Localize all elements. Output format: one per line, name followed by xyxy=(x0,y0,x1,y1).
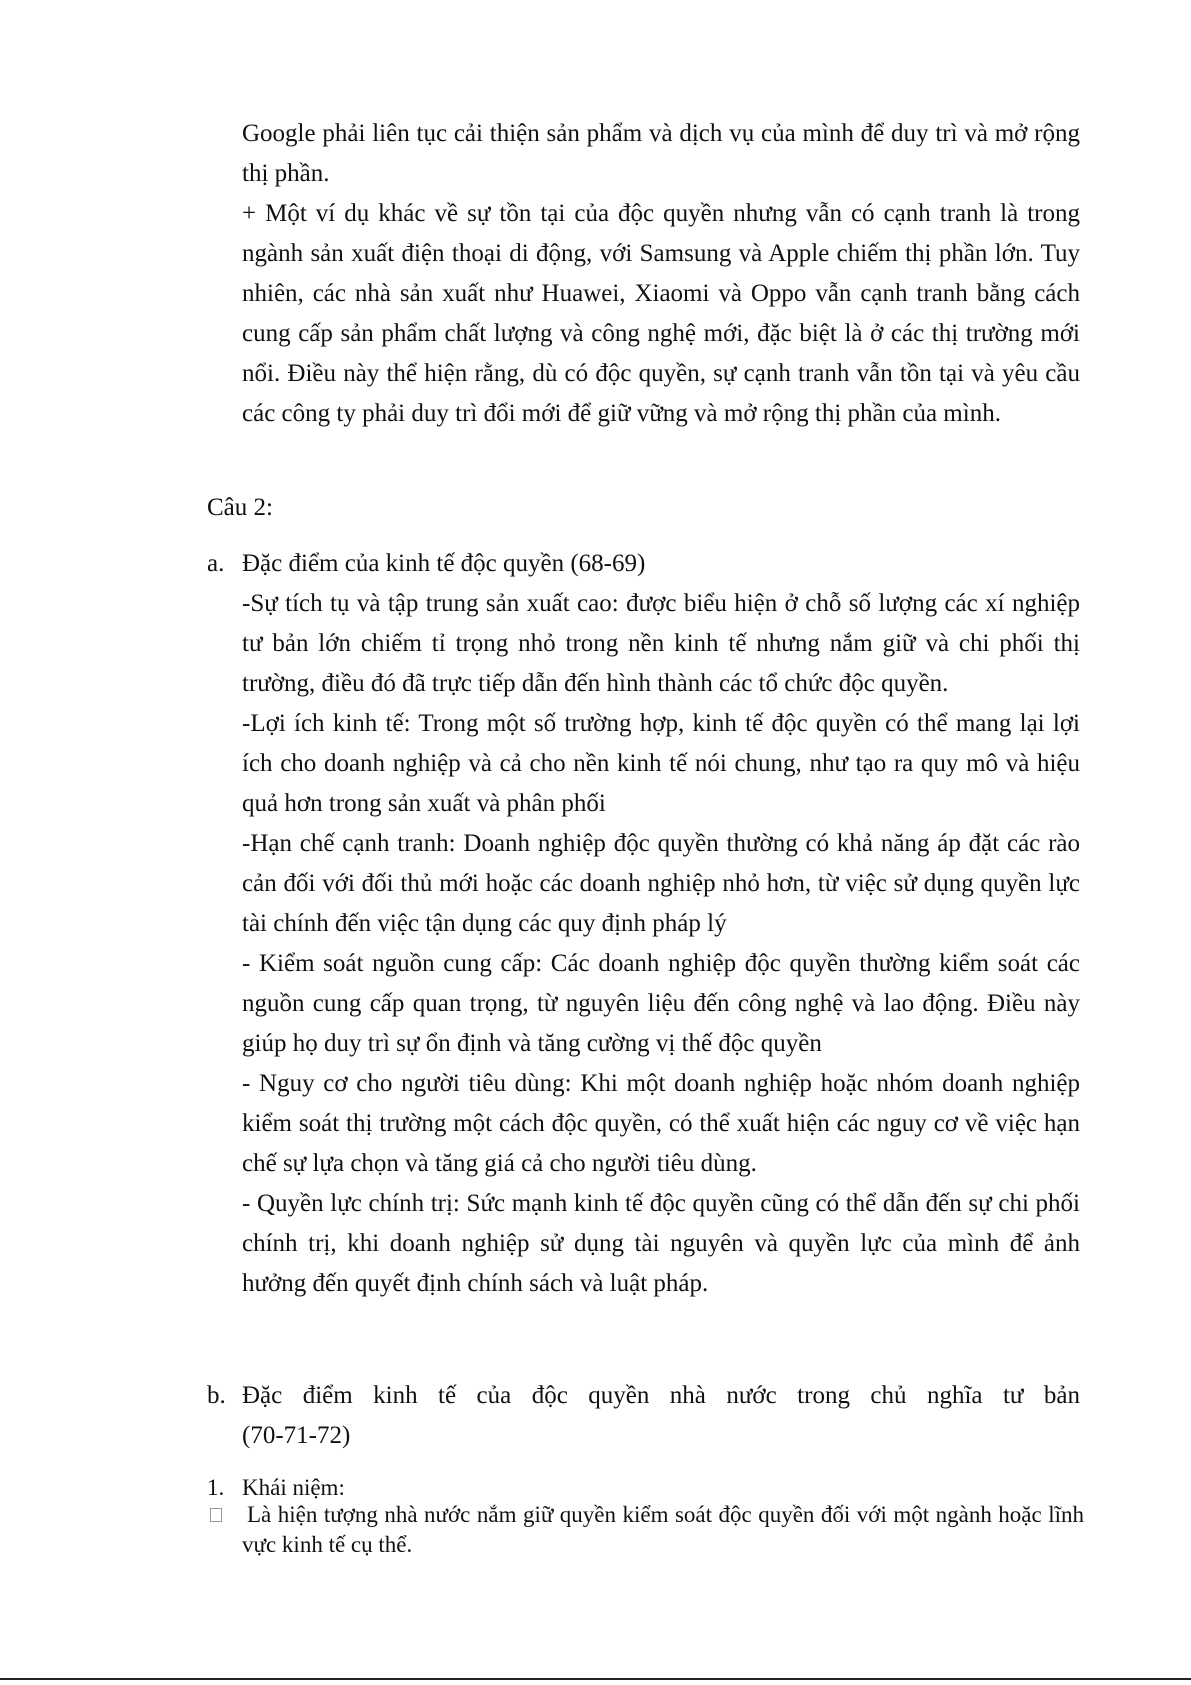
part-b-title: Đặc điểm kinh tế của độc quyền nhà nước trong chủ nghĩa tư bản xyxy=(242,1382,1080,1409)
paragraph: -Lợi ích kinh tế: Trong một số trường hợp, kinh tế độc quyền có thể mang lại lợi ích cho doanh nghiệp và cả cho nền kinh tế nói chung, như tạo ra quy mô và hiệu quả hơn trong sản xuất và phân phối xyxy=(242,710,1080,817)
paragraph: - Nguy cơ cho người tiêu dùng: Khi một doanh nghiệp hoặc nhóm doanh nghiệp kiểm soát thị trường một cách độc quyền, có thể xuất hiện các nguy cơ về việc hạn chế sự lựa chọn và tăng giá cả cho người tiêu dùng. xyxy=(242,1070,1080,1177)
list-marker-a: a. xyxy=(207,550,225,577)
paragraph: -Sự tích tụ và tập trung sản xuất cao: được biểu hiện ở chỗ số lượng các xí nghiệp tư bản lớn chiếm tỉ trọng nhỏ trong nền kinh tế nhưng nắm giữ và chi phối thị trường, điều đó đã trực tiếp dẫn đến hình thành các tổ chức độc quyền. xyxy=(242,590,1080,697)
paragraph: + Một ví dụ khác về sự tồn tại của độc quyền nhưng vẫn có cạnh tranh là trong ngành sản xuất điện thoại di động, với Samsung và Apple chiếm thị phần lớn. Tuy nhiên, các nhà sản xuất như Huawei, Xiaomi và Oppo vẫn cạnh tranh bằng cách cung cấp sản phẩm chất lượng và công nghệ mới, đặc biệt là ở các thị trường mới nổi. Điều này thể hiện rằng, dù có độc quyền, sự cạnh tranh vẫn tồn tại và yêu cầu các công ty phải duy trì đổi mới để giữ vững và mở rộng thị phần của mình. xyxy=(242,200,1080,427)
paragraph: - Kiểm soát nguồn cung cấp: Các doanh nghiệp độc quyền thường kiểm soát các nguồn cung cấp quan trọng, từ nguyên liệu đến công nghệ và lao động. Điều này giúp họ duy trì sự ổn định và tăng cường vị thế độc quyền xyxy=(242,950,1080,1057)
concept-title: Khái niệm: xyxy=(242,1475,345,1500)
part-b-pages: (70-71-72) xyxy=(242,1422,351,1449)
part-a-body xyxy=(242,584,1080,1304)
paragraph: Google phải liên tục cải thiện sản phẩm và dịch vụ của mình để duy trì và mở rộng thị phần. xyxy=(242,120,1080,187)
page-bottom-rule xyxy=(0,1678,1191,1680)
list-marker-b: b. xyxy=(207,1382,226,1409)
list-marker-1: 1. xyxy=(207,1475,225,1500)
question-2-heading: Câu 2: xyxy=(207,494,273,521)
concept-bullet-text: Là hiện tượng nhà nước nắm giữ quyền kiểm soát độc quyền đối với một ngành hoặc lĩnh vực kinh tế cụ thể. xyxy=(242,1502,1084,1557)
section1-body xyxy=(242,114,1080,434)
paragraph: - Quyền lực chính trị: Sức mạnh kinh tế độc quyền cũng có thể dẫn đến sự chi phối chính trị, khi doanh nghiệp sử dụng tài nguyên và quyền lực của mình để ảnh hưởng đến quyết định chính sách và luật pháp. xyxy=(242,1190,1080,1297)
box-bullet-icon xyxy=(210,1508,222,1522)
paragraph: -Hạn chế cạnh tranh: Doanh nghiệp độc quyền thường có khả năng áp đặt các rào cản đối với đối thủ mới hoặc các doanh nghiệp nhỏ hơn, từ việc sử dụng quyền lực tài chính đến việc tận dụng các quy định pháp lý xyxy=(242,830,1080,937)
part-a-title: Đặc điểm của kinh tế độc quyền (68-69) xyxy=(242,550,646,577)
